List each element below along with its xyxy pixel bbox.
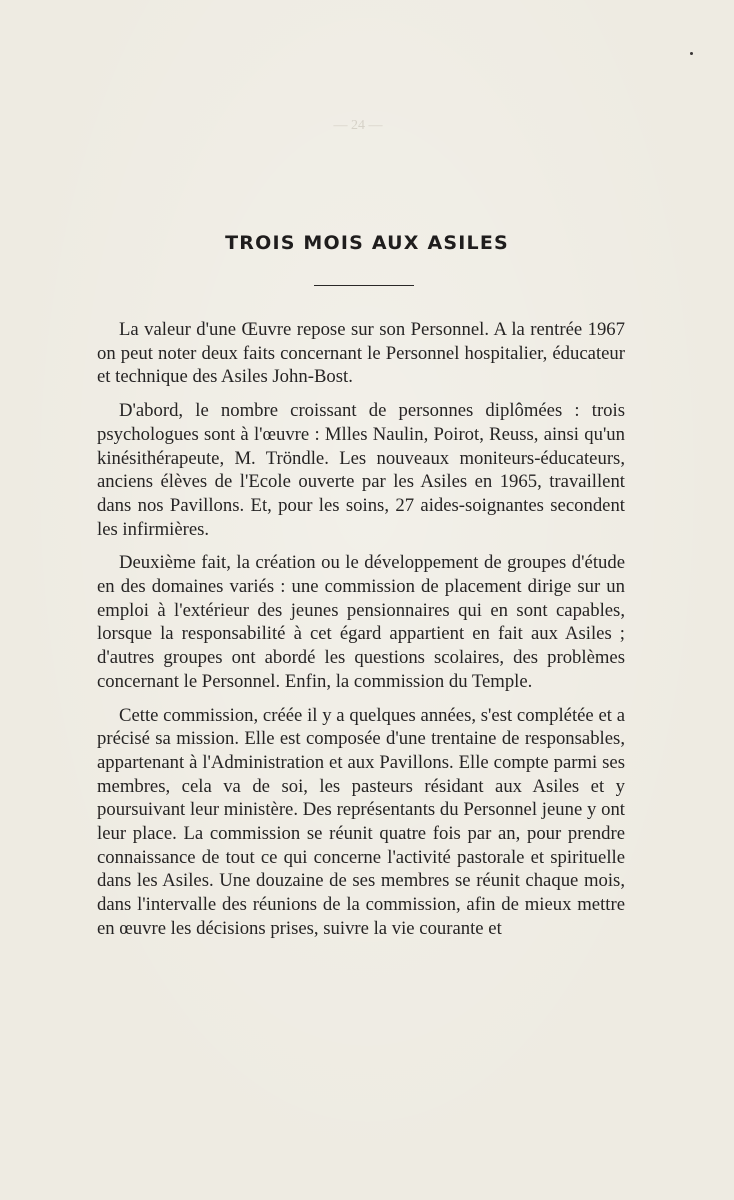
paragraph: Deuxième fait, la création ou le développement de groupes d'étude en des domaines variés : une commission de placement dirige sur un emploi à l'extérieur des jeunes pensionnaires qui en sont capables, lorsque la responsabilité à cet égard appartient en fait aux Asiles ; d'autres groupes ont abordé les questions scolaires, des problèmes concernant le Personnel. Enfin, la commission du Temple. [97,552,625,692]
title-underline [314,285,414,286]
paragraph: D'abord, le nombre croissant de personnes diplômées : trois psychologues sont à l'œuvre : Mlles Naulin, Poirot, Reuss, ainsi qu'un kinésithérapeute, M. Tröndle. Les nouveaux moniteurs-éducateurs, anciens élèves de l'Ecole ouverte par les Asiles en 1965, travaillent dans nos Pavillons. Et, pour les soins, 27 aides-soignantes secondent les infirmières. [97,400,625,540]
paragraph: Cette commission, créée il y a quelques années, s'est complétée et a précisé sa mission. Elle est composée d'une trentaine de responsables, appartenant à l'Administration et aux Pavillons. Elle compte parmi ses membres, cela va de soi, les pasteurs résidant aux Asiles et y poursuivant leur ministère. Des représentants du Personnel jeune y ont leur place. La commission se réunit quatre fois par an, pour prendre connaissance de tout ce qui concerne l'activité pastorale et spirituelle dans les Asiles. Une douzaine de ses membres se réunit chaque mois, dans l'intervalle des réunions de la commission, afin de mieux mettre en œuvre les décisions prises, suivre la vie courante et [97,704,625,939]
paper-speck [690,52,693,55]
page-title: TROIS MOIS AUX ASILES [225,232,509,254]
paragraph: La valeur d'une Œuvre repose sur son Personnel. A la rentrée 1967 on peut noter deux faits concernant le Personnel hospitalier, éducateur et technique des Asiles John-Bost. [97,319,625,388]
page-number: — 24 — [333,118,383,133]
body-text [97,318,625,951]
